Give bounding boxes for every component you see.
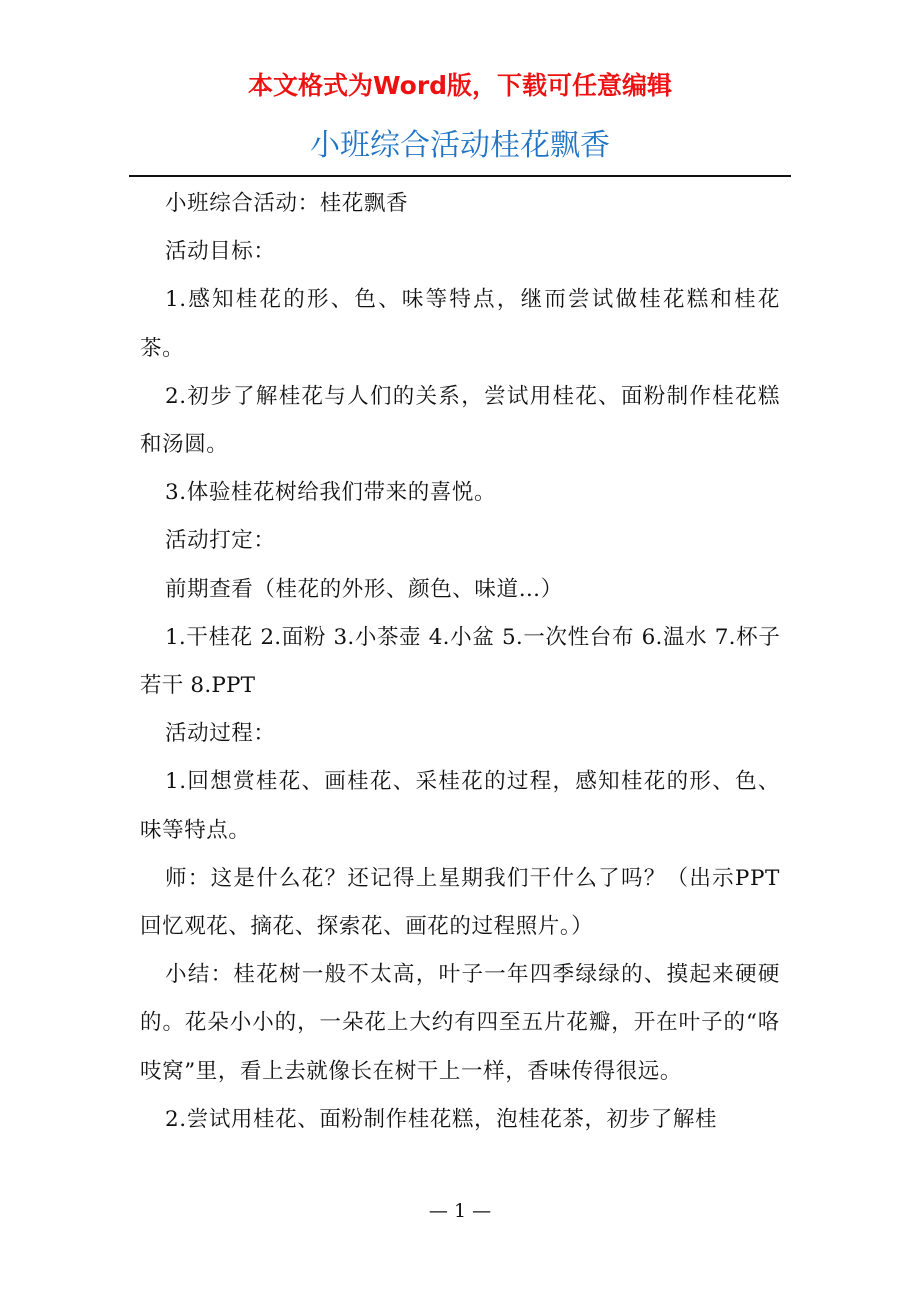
heading-preparation: 活动打定： bbox=[165, 528, 276, 554]
goal-3: 3.体验桂花树给我们带来的喜悦。 bbox=[165, 480, 497, 506]
title-divider bbox=[129, 175, 791, 177]
process-step-2: 2.尝试用桂花、面粉制作桂花糕，泡桂花茶，初步了解桂 bbox=[165, 1106, 718, 1132]
format-notice-banner: 本文格式为Word版，下载可任意编辑 bbox=[247, 71, 673, 100]
page-number: — 1 — bbox=[428, 1200, 492, 1222]
heading-goals: 活动目标： bbox=[165, 239, 276, 265]
goal-2: 2.初步了解桂花与人们的关系，尝试用桂花、面粉制作桂花糕和汤圆。 bbox=[140, 383, 780, 458]
goal-1: 1.感知桂花的形、色、味等特点，继而尝试做桂花糕和桂花茶。 bbox=[140, 287, 780, 361]
summary-paragraph: 小结：桂花树一般不太高，叶子一年四季绿绿的、摸起来硬硬的。花朵小小的，一朵花上大约有四至五片花瓣，开在叶子的“咯吱窝”里，看上去就像长在树干上一样，香味传得很远。 bbox=[140, 962, 780, 1084]
preparation-survey: 前期查看（桂花的外形、颜色、味道…） bbox=[165, 576, 563, 602]
document-body bbox=[140, 180, 780, 1144]
process-step-1: 1.回想赏桂花、画桂花、采桂花的过程，感知桂花的形、色、味等特点。 bbox=[140, 769, 780, 843]
document-title: 小班综合活动桂花飘香 bbox=[310, 128, 610, 163]
heading-process: 活动过程： bbox=[165, 721, 276, 747]
teacher-dialogue: 师：这是什么花？还记得上星期我们干什么了吗？（出示PPT回忆观花、摘花、探索花、画花的过程照片。） bbox=[140, 865, 780, 940]
paragraph-subject: 小班综合活动：桂花飘香 bbox=[165, 191, 409, 216]
materials-list: 1.干桂花 2.面粉 3.小茶壶 4.小盆 5.一次性台布 6.温水 7.杯子若干 8.PPT bbox=[140, 624, 780, 699]
